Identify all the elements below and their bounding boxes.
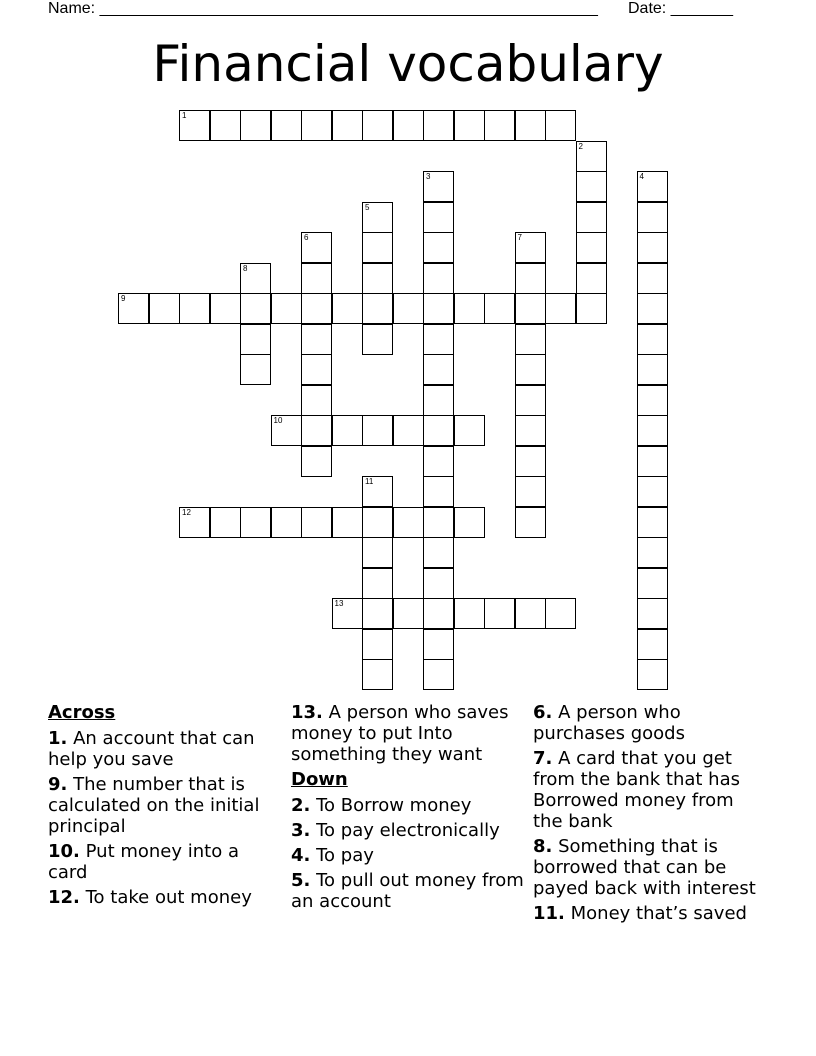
- grid-cell[interactable]: [271, 415, 302, 446]
- grid-cell[interactable]: [362, 598, 393, 629]
- grid-cell[interactable]: [637, 446, 668, 477]
- clue-item-text: To pay electronically: [316, 820, 500, 841]
- clue-number: 3: [426, 172, 431, 181]
- grid-cell[interactable]: [637, 598, 668, 629]
- grid-cell[interactable]: [423, 476, 454, 507]
- grid-cell[interactable]: [210, 110, 241, 141]
- grid-cell[interactable]: [637, 507, 668, 538]
- clue-item-number: 1.: [48, 728, 68, 749]
- grid-cell[interactable]: [179, 110, 210, 141]
- grid-cell[interactable]: [362, 263, 393, 294]
- grid-cell[interactable]: [423, 110, 454, 141]
- clue-item-number: 9.: [48, 774, 68, 795]
- clue-item-text: A card that you get from the bank that has Borrowed money from the bank: [533, 748, 740, 832]
- grid-cell[interactable]: [301, 415, 332, 446]
- grid-cell[interactable]: [362, 232, 393, 263]
- clue-item: [48, 887, 283, 908]
- clue-item-text: An account that can help you save: [48, 728, 255, 770]
- grid-cell[interactable]: [637, 476, 668, 507]
- grid-cell[interactable]: [484, 110, 515, 141]
- grid-cell[interactable]: [515, 263, 546, 294]
- clue-number: 6: [304, 233, 309, 242]
- grid-cell[interactable]: [210, 293, 241, 324]
- grid-cell[interactable]: [210, 507, 241, 538]
- grid-cell[interactable]: [576, 232, 607, 263]
- down-heading: Down: [291, 769, 348, 790]
- grid-cell[interactable]: [393, 293, 424, 324]
- grid-cell[interactable]: [637, 324, 668, 355]
- clue-number: 11: [365, 477, 374, 486]
- grid-cell[interactable]: [423, 354, 454, 385]
- clue-item-number: 11.: [533, 903, 565, 924]
- grid-cell[interactable]: [301, 507, 332, 538]
- grid-cell[interactable]: [362, 537, 393, 568]
- grid-cell[interactable]: [423, 415, 454, 446]
- grid-cell[interactable]: [545, 293, 576, 324]
- grid-cell[interactable]: [362, 293, 393, 324]
- grid-cell[interactable]: [545, 598, 576, 629]
- grid-cell[interactable]: [515, 507, 546, 538]
- clue-number: 13: [334, 599, 344, 608]
- grid-cell[interactable]: [362, 629, 393, 660]
- clue-number: 1: [182, 111, 187, 120]
- grid-cell[interactable]: [637, 263, 668, 294]
- grid-cell[interactable]: [332, 293, 363, 324]
- puzzle-title: Financial vocabulary: [152, 35, 664, 93]
- grid-cell[interactable]: [515, 232, 546, 263]
- clue-number: 7: [517, 233, 522, 242]
- clue-item-number: 4.: [291, 845, 311, 866]
- clue-item-number: 10.: [48, 841, 80, 862]
- grid-cell[interactable]: [423, 598, 454, 629]
- clue-item-text: To pay: [316, 845, 374, 866]
- grid-cell[interactable]: [454, 415, 485, 446]
- grid-cell[interactable]: [301, 324, 332, 355]
- grid-cell[interactable]: [301, 385, 332, 416]
- clue-item-number: 5.: [291, 870, 311, 891]
- grid-cell[interactable]: [637, 385, 668, 416]
- grid-cell[interactable]: [637, 415, 668, 446]
- grid-cell[interactable]: [240, 324, 271, 355]
- clue-number: 12: [182, 507, 191, 517]
- grid-cell[interactable]: [332, 598, 363, 629]
- grid-cell[interactable]: [362, 110, 393, 141]
- grid-cell[interactable]: [362, 202, 393, 233]
- grid-cell[interactable]: [362, 568, 393, 599]
- clue-item-number: 2.: [291, 795, 311, 816]
- clue-item-text: To take out money: [85, 887, 252, 908]
- clue-item-number: 12.: [48, 887, 80, 908]
- across-heading: Across: [48, 702, 116, 723]
- grid-cell[interactable]: [423, 446, 454, 477]
- clue-item: [48, 774, 283, 837]
- grid-cell[interactable]: [240, 507, 271, 538]
- grid-cell[interactable]: [576, 263, 607, 294]
- clue-item: [291, 795, 526, 816]
- clue-item-number: 6.: [533, 702, 553, 723]
- grid-cell[interactable]: [454, 507, 485, 538]
- grid-cell[interactable]: [301, 110, 332, 141]
- grid-cell[interactable]: [515, 476, 546, 507]
- grid-cell[interactable]: [423, 507, 454, 538]
- clue-item-text: To Borrow money: [316, 795, 472, 816]
- grid-cell[interactable]: [332, 415, 363, 446]
- clue-item-number: 3.: [291, 820, 311, 841]
- clue-number: 5: [365, 202, 370, 212]
- clue-item-number: 8.: [533, 836, 553, 857]
- grid-cell[interactable]: [423, 263, 454, 294]
- grid-cell[interactable]: [545, 110, 576, 141]
- grid-cell[interactable]: [423, 568, 454, 599]
- grid-cell[interactable]: [393, 598, 424, 629]
- clue-item: [533, 836, 768, 899]
- grid-cell[interactable]: [484, 293, 515, 324]
- clue-item-text: To pull out money from an account: [291, 870, 524, 912]
- clue-item: [291, 702, 526, 765]
- grid-cell[interactable]: [637, 659, 668, 690]
- clue-item: [291, 870, 526, 912]
- clue-item-text: Money that’s saved: [570, 903, 747, 924]
- grid-cell[interactable]: [454, 598, 485, 629]
- name-field[interactable]: Name: ________________________________________________________: [48, 0, 598, 17]
- grid-cell[interactable]: [515, 293, 546, 324]
- grid-cell[interactable]: [423, 293, 454, 324]
- grid-cell[interactable]: [149, 293, 180, 324]
- grid-cell[interactable]: [240, 263, 271, 294]
- grid-cell[interactable]: [637, 354, 668, 385]
- clue-item-number: 7.: [533, 748, 553, 769]
- grid-cell[interactable]: [637, 202, 668, 233]
- grid-cell[interactable]: [332, 507, 363, 538]
- grid-cell[interactable]: [515, 385, 546, 416]
- grid-cell[interactable]: [179, 293, 210, 324]
- grid-cell[interactable]: [454, 293, 485, 324]
- grid-cell[interactable]: [179, 507, 210, 538]
- clue-item: [48, 728, 283, 770]
- grid-cell[interactable]: [271, 293, 302, 324]
- grid-cell[interactable]: [423, 232, 454, 263]
- clue-item-text: The number that is calculated on the initial principal: [48, 774, 260, 837]
- grid-cell[interactable]: [301, 263, 332, 294]
- grid-cell[interactable]: [240, 354, 271, 385]
- clue-number: 2: [578, 141, 583, 151]
- grid-cell[interactable]: [240, 293, 271, 324]
- grid-cell[interactable]: [637, 629, 668, 660]
- grid-cell[interactable]: [423, 629, 454, 660]
- grid-cell[interactable]: [515, 110, 546, 141]
- grid-cell[interactable]: [515, 446, 546, 477]
- grid-cell[interactable]: [423, 385, 454, 416]
- grid-cell[interactable]: [576, 293, 607, 324]
- clue-item: [48, 841, 283, 883]
- clue-number: 8: [243, 263, 248, 273]
- grid-cell[interactable]: [576, 171, 607, 202]
- clue-item: [291, 820, 526, 841]
- grid-cell[interactable]: [423, 659, 454, 690]
- grid-cell[interactable]: [637, 568, 668, 599]
- grid-cell[interactable]: [301, 293, 332, 324]
- grid-cell[interactable]: [637, 171, 668, 202]
- grid-cell[interactable]: [362, 476, 393, 507]
- clue-number: 9: [121, 294, 126, 303]
- clue-item: [533, 702, 768, 744]
- clue-item: [291, 845, 526, 866]
- grid-cell[interactable]: [362, 507, 393, 538]
- grid-cell[interactable]: [484, 598, 515, 629]
- date-field[interactable]: Date: _______: [628, 0, 733, 17]
- clues-column-2: [291, 702, 526, 912]
- grid-cell[interactable]: [362, 415, 393, 446]
- grid-cell[interactable]: [332, 110, 363, 141]
- clue-item-text: Put money into a card: [48, 841, 239, 883]
- grid-cell[interactable]: [301, 446, 332, 477]
- grid-cell[interactable]: [301, 354, 332, 385]
- clue-item-text: A person who saves money to put Into something they want: [291, 702, 509, 765]
- grid-cell[interactable]: [515, 354, 546, 385]
- grid-cell[interactable]: [515, 598, 546, 629]
- clue-item-text: A person who purchases goods: [533, 702, 685, 744]
- grid-cell[interactable]: [637, 537, 668, 568]
- clue-number: 4: [639, 172, 644, 181]
- grid-cell[interactable]: [362, 324, 393, 355]
- grid-cell[interactable]: [576, 141, 607, 172]
- grid-cell[interactable]: [393, 110, 424, 141]
- grid-cell[interactable]: [423, 537, 454, 568]
- grid-cell[interactable]: [454, 110, 485, 141]
- grid-cell[interactable]: [118, 293, 149, 324]
- grid-cell[interactable]: [423, 171, 454, 202]
- clue-item: [533, 748, 768, 832]
- grid-cell[interactable]: [637, 293, 668, 324]
- grid-cell[interactable]: [271, 507, 302, 538]
- grid-cell[interactable]: [301, 232, 332, 263]
- grid-cell[interactable]: [271, 110, 302, 141]
- clue-item-text: Something that is borrowed that can be payed back with interest: [533, 836, 756, 899]
- grid-cell[interactable]: [515, 415, 546, 446]
- grid-cell[interactable]: [240, 110, 271, 141]
- clues-column-3: [533, 702, 768, 924]
- grid-cell[interactable]: [362, 659, 393, 690]
- clue-item-number: 13.: [291, 702, 323, 723]
- clue-item: [533, 903, 768, 924]
- grid-cell[interactable]: [393, 415, 424, 446]
- grid-cell[interactable]: [393, 507, 424, 538]
- grid-cell[interactable]: [423, 202, 454, 233]
- grid-cell[interactable]: [576, 202, 607, 233]
- clues-column-1: [48, 702, 283, 908]
- clue-number: 10: [273, 416, 283, 425]
- grid-cell[interactable]: [515, 324, 546, 355]
- grid-cell[interactable]: [423, 324, 454, 355]
- grid-cell[interactable]: [637, 232, 668, 263]
